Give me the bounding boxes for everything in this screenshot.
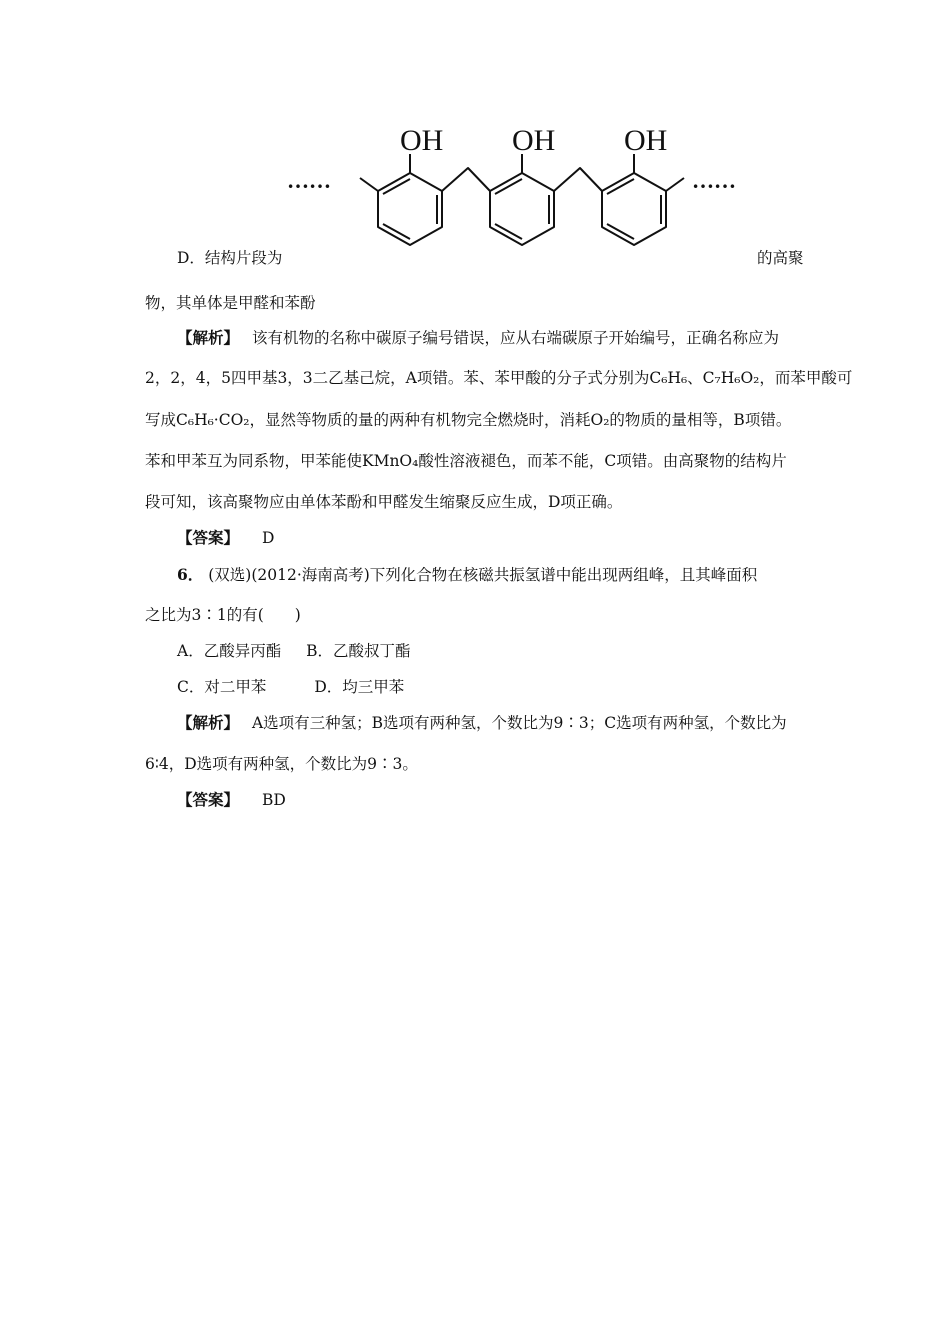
option-b: B．乙酸叔丁酯	[306, 642, 411, 660]
analysis-tag: 【解析】	[177, 713, 240, 732]
oh-label-3: OH	[624, 124, 668, 157]
option-d-prefix: D．结构片段为	[177, 249, 283, 267]
analysis-tag: 【解析】	[177, 328, 240, 347]
answer-value: BD	[261, 791, 286, 809]
analysis-2-line-2: 6∶4，D选项有两种氢，个数比为9∶3。	[145, 755, 418, 773]
answer-tag: 【答案】	[177, 528, 240, 547]
answer-1	[177, 528, 274, 548]
benzene-ring-2	[490, 173, 554, 245]
oh-label-1: OH	[400, 124, 444, 157]
option-d: D．均三甲苯	[314, 678, 405, 696]
chain-dots-right: ……	[692, 168, 736, 193]
analysis-1-line-5: 段可知，该高聚物应由单体苯酚和甲醛发生缩聚反应生成，D项正确。	[145, 493, 623, 511]
analysis-2-line-1	[177, 713, 787, 733]
answer-tag: 【答案】	[177, 790, 240, 809]
question-6-line-1	[177, 565, 757, 585]
analysis-1-line-1	[177, 328, 779, 348]
answer-value: D	[261, 529, 275, 547]
analysis-1-line-3: 写成C₆H₆·CO₂，显然等物质的量的两种有机物完全燃烧时，消耗O₂的物质的量相等，B项错。	[145, 411, 792, 429]
analysis-1-line-2: 2，2，4，5四甲基3，3二乙基己烷，A项错。苯、苯甲酸的分子式分别为C₆H₆、C₇H₆O₂，而苯甲酸可	[145, 369, 853, 387]
question-6-options-cd	[177, 677, 404, 697]
analysis-text: A选项有三种氢；B选项有两种氢，个数比为9∶3；C选项有两种氢，个数比为	[251, 714, 787, 732]
question-6-line-2: 之比为3∶1的有( )	[145, 606, 301, 624]
question-number: 6．	[177, 565, 204, 584]
polymer-structure-diagram	[285, 118, 760, 273]
option-c: C．对二甲苯	[177, 678, 267, 696]
option-a: A．乙酸异丙酯	[177, 642, 282, 660]
chain-dots-left: ……	[287, 168, 331, 193]
oh-label-2: OH	[512, 124, 556, 157]
option-d-continuation: 物，其单体是甲醛和苯酚	[145, 294, 316, 312]
benzene-ring-3	[602, 173, 666, 245]
analysis-1-line-4: 苯和甲苯互为同系物，甲苯能使KMnO₄酸性溶液褪色，而苯不能，C项错。由高聚物的结构片	[145, 452, 787, 470]
answer-2	[177, 790, 286, 810]
question-6-options-ab	[177, 641, 411, 661]
benzene-ring-1	[378, 173, 442, 245]
question-text: (双选)(2012·海南高考)下列化合物在核磁共振氢谱中能出现两组峰，且其峰面积	[208, 566, 758, 584]
analysis-text: 该有机物的名称中碳原子编号错误，应从右端碳原子开始编号，正确名称应为	[251, 329, 779, 347]
option-d-suffix: 的高聚	[757, 249, 804, 267]
